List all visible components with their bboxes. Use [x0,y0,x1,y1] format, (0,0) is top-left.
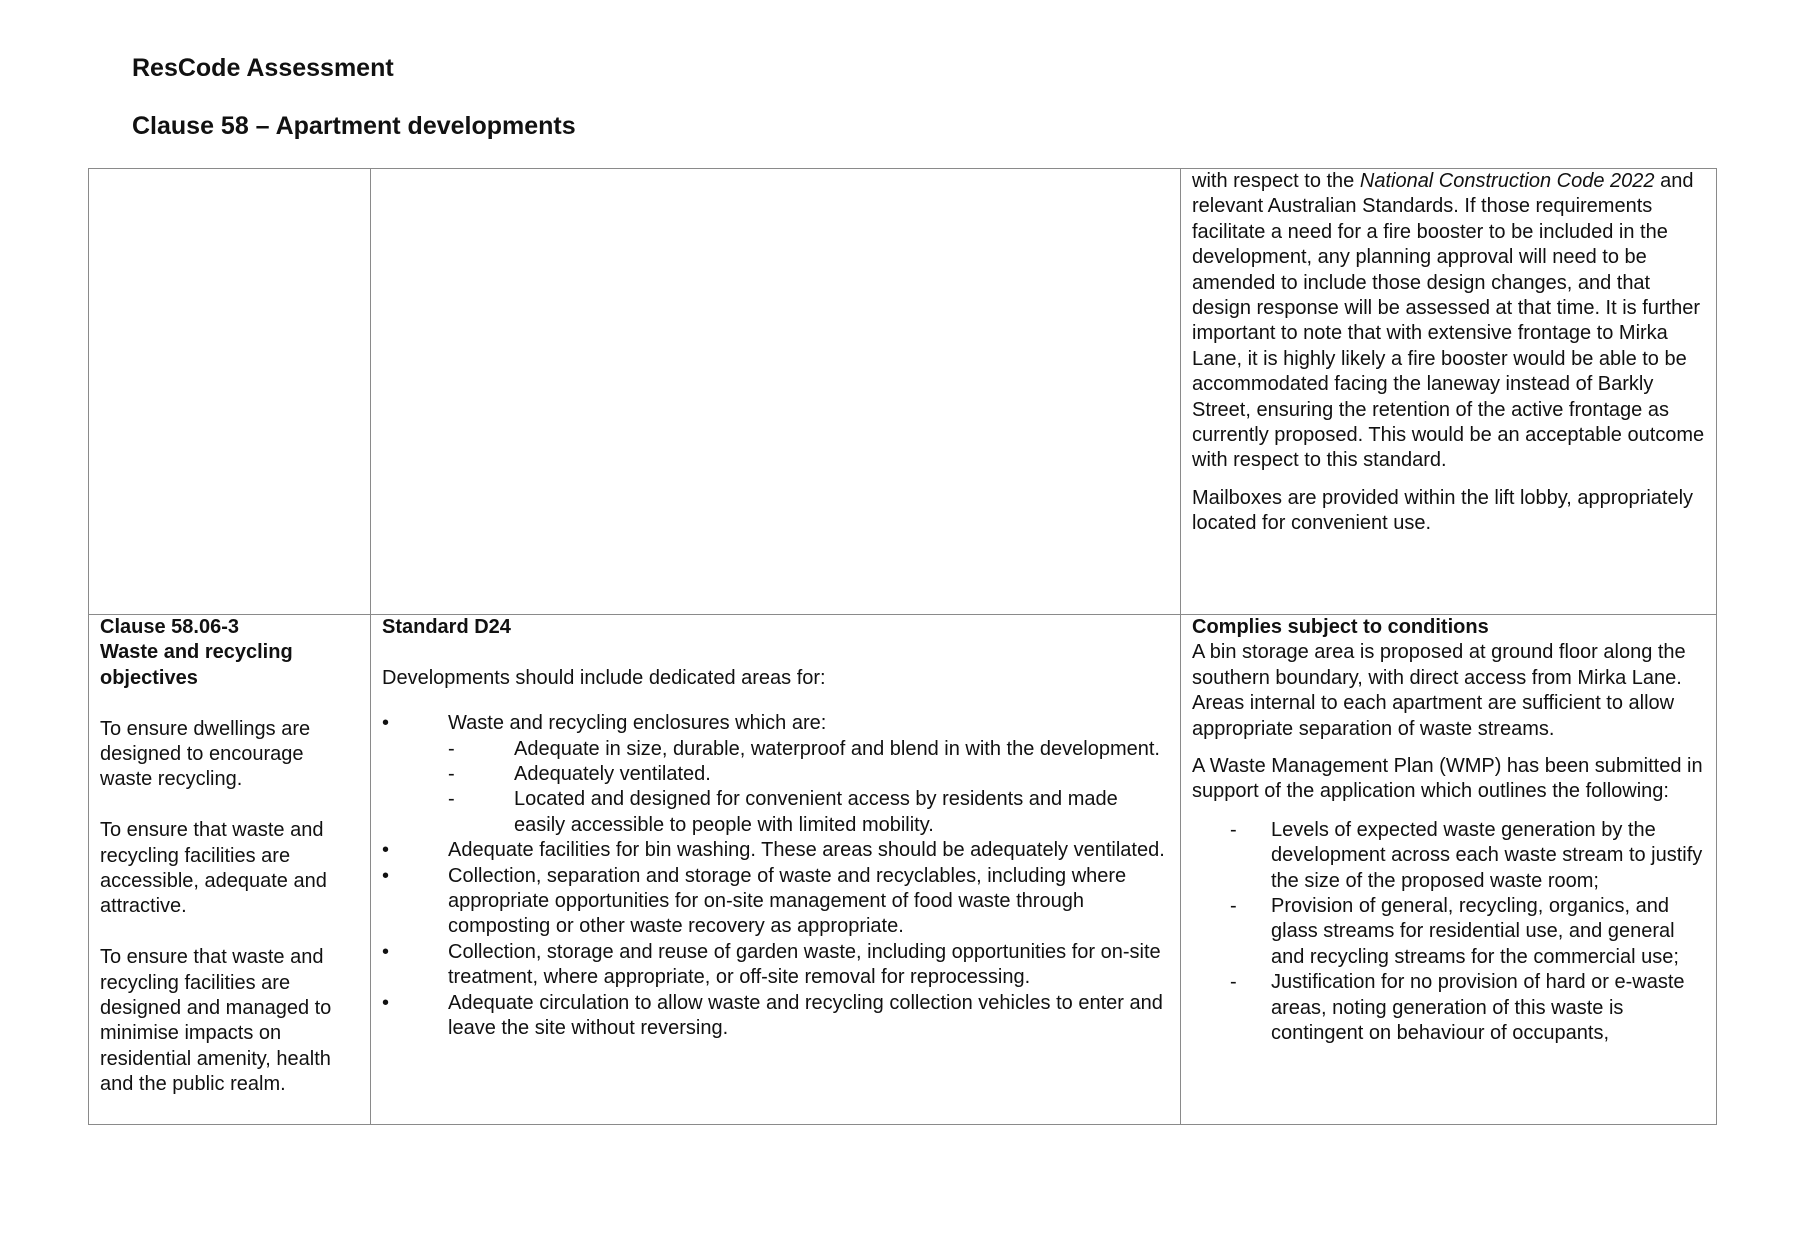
dash-icon: - [448,737,455,760]
dash-icon: - [448,788,455,811]
bullet-icon: • [382,940,390,963]
document-title: ResCode Assessment [132,54,394,82]
list-item: • Collection, storage and reuse of garden waste, including opportunities for on-site treatment, where appropriate, or off-site removal for reprocessing. [382,940,1161,989]
wmp-paragraph: A Waste Management Plan (WMP) has been submitted in support of the application which outlines the following: [1192,755,1703,803]
list-item: - Adequate in size, durable, waterproof and blend in with the development. [382,737,1169,762]
dash-icon: - [1230,895,1237,918]
bullet-icon: • [382,864,390,887]
list-item: • Adequate circulation to allow waste and recycling collection vehicles to enter and leave the site without reversing. [382,991,1163,1040]
assessment-cell [1181,169,1717,615]
fire-booster-paragraph: with respect to the National Construction Code 2022 and relevant Australian Standards. If those requirements facilitate a need for a fire booster to be included in the development, any planning approval will need to be amended to include those design changes, and that design response will be assessed at that time. It is further important to note that with extensive frontage to Mirka Lane, it is highly likely a fire booster would be able to be accommodated facing the laneway instead of Barkly Street, ensuring the retention of the active frontage as currently proposed. This would be an acceptable outcome with respect to this standard. [1192,170,1705,472]
assessment-cell [1181,615,1717,1125]
enclosure-sub-list [382,737,1169,839]
dash-icon: - [448,763,455,786]
bin-storage-paragraph: A bin storage area is proposed at ground floor along the southern boundary, with direct access from Mirka Lane. Areas internal to each apartment are sufficient to allow appropriate separation of waste streams. [1192,641,1686,740]
list-item: - Provision of general, recycling, organics, and glass streams for residential use, and general and recycling streams for the commercial use; [1230,895,1679,968]
clause-title: Waste and recycling objectives [100,641,293,689]
clause-cell [89,615,371,1125]
table-row [89,615,1717,1125]
dash-icon: - [1230,971,1237,994]
bullet-icon: • [382,839,390,862]
list-item: - Levels of expected waste generation by the development across each waste stream to justify the size of the proposed waste room; [1230,818,1703,892]
objective-1: To ensure dwellings are designed to encourage waste recycling. [100,717,311,791]
bullet-icon: • [382,991,390,1014]
standard-title: Standard D24 [382,616,511,638]
objective-2: To ensure that waste and recycling facilities are accessible, adequate and attractive. [100,819,327,918]
list-item: - Adequately ventilated. [382,762,1169,787]
list-item: - Located and designed for convenient access by residents and made easily accessible to people with limited mobility. [448,788,1118,836]
list-item: • Collection, separation and storage of waste and recyclables, including where appropriate opportunities for on-site management of food waste through composting or other waste recovery as appropriate. [382,864,1127,938]
table-row [89,169,1717,615]
objective-3: To ensure that waste and recycling facilities are designed and managed to minimise impacts on residential amenity, health and the public realm. [100,946,332,1096]
list-item: • Waste and recycling enclosures which are: - Adequate in size, durable, waterproof and blend in with the development. - Adequately ventilated. - Located and designed for convenient access by residents and made easily accessible to people with limited mobility. [382,711,1169,838]
standard-cell-empty [371,169,1181,615]
wmp-list [1192,818,1705,1047]
code-reference: National Construction Code 2022 [1359,170,1655,192]
verdict: Complies subject to conditions [1192,616,1489,638]
standard-bullet-list [382,711,1169,1041]
standard-cell [371,615,1181,1125]
document-subtitle: Clause 58 – Apartment developments [132,112,576,140]
clause-cell-empty [89,169,371,615]
mailboxes-paragraph: Mailboxes are provided within the lift lobby, appropriately located for convenient use. [1192,486,1694,535]
dash-icon: - [1230,818,1237,841]
clause-number: Clause 58.06-3 [100,616,239,638]
bullet-icon: • [382,712,390,735]
assessment-table [88,168,1717,1125]
standard-intro: Developments should include dedicated areas for: [382,666,826,689]
list-item: - Justification for no provision of hard or e-waste areas, noting generation of this waste is contingent on behaviour of occupants, [1230,971,1685,1045]
list-item: • Adequate facilities for bin washing. These areas should be adequately ventilated. [382,838,1169,863]
